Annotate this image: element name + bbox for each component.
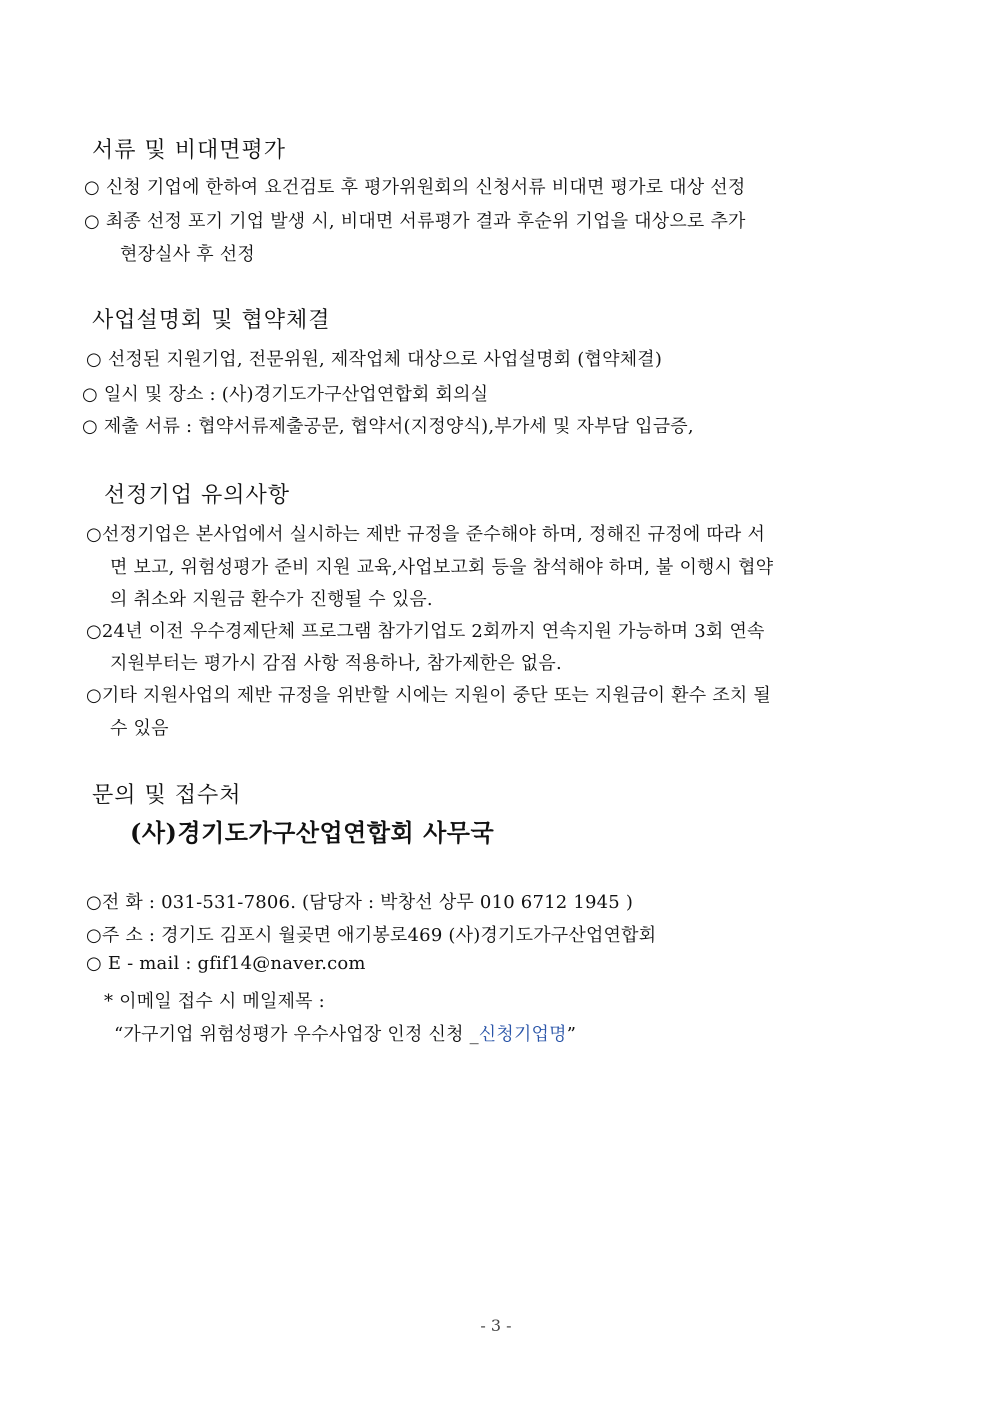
contact-phone: ○전 화 : 031-531-7806. (담당자 : 박창선 상무 010 6712 1945 ) bbox=[86, 892, 634, 913]
notes-line-6: ○기타 지원사업의 제반 규정을 위반할 시에는 지원이 중단 또는 지원금이 환수 조치 될 bbox=[86, 685, 771, 706]
email-subject-prefix: “가구기업 위험성평가 우수사업장 인정 신청 _ bbox=[114, 1024, 479, 1045]
contact-org: (사)경기도가구산업연합회 사무국 bbox=[130, 818, 495, 847]
briefing-line-1: ○ 선정된 지원기업, 전문위원, 제작업체 대상으로 사업설명회 (협약체결) bbox=[86, 349, 663, 370]
briefing-line-2: ○ 일시 및 장소 : (사)경기도가구산업연합회 회의실 bbox=[82, 384, 489, 405]
review-line-2: ○ 최종 선정 포기 기업 발생 시, 비대면 서류평가 결과 후순위 기업을 대상으로 추가 bbox=[84, 211, 746, 232]
briefing-line-3: ○ 제출 서류 : 협약서류제출공문, 협약서(지정양식),부가세 및 자부담 입금증, bbox=[82, 416, 694, 437]
notes-line-1: ○선정기업은 본사업에서 실시하는 제반 규정을 준수해야 하며, 정해진 규정에 따라 서 bbox=[86, 524, 766, 545]
briefing-title: 사업설명회 및 협약체결 bbox=[92, 308, 331, 333]
review-line-3: 현장실사 후 선정 bbox=[120, 244, 255, 265]
email-subject-line bbox=[114, 1020, 576, 1046]
notes-line-3: 의 취소와 지원금 환수가 진행될 수 있음. bbox=[110, 589, 433, 610]
page-number: - 3 - bbox=[480, 1316, 512, 1335]
notes-line-2: 면 보고, 위험성평가 준비 지원 교육,사업보고회 등을 참석해야 하며, 불 이행시 협약 bbox=[110, 557, 774, 578]
notes-line-4: ○24년 이전 우수경제단체 프로그램 참가기업도 2회까지 연속지원 가능하며 3회 연속 bbox=[86, 621, 765, 642]
contact-email: ○ E - mail : gfif14@naver.com bbox=[86, 953, 366, 974]
email-subject-highlight: 신청기업명 bbox=[478, 1024, 567, 1045]
notes-line-7: 수 있음 bbox=[110, 718, 169, 739]
notes-title: 선정기업 유의사항 bbox=[104, 483, 291, 508]
review-title: 서류 및 비대면평가 bbox=[92, 138, 287, 163]
notes-line-5: 지원부터는 평가시 감점 사항 적용하나, 참가제한은 없음. bbox=[110, 653, 562, 674]
email-subject-note: * 이메일 접수 시 메일제목 : bbox=[104, 991, 325, 1012]
contact-address: ○주 소 : 경기도 김포시 월곶면 애기봉로469 (사)경기도가구산업연합회 bbox=[86, 925, 657, 946]
contact-title: 문의 및 접수처 bbox=[92, 783, 242, 808]
review-line-1: ○ 신청 기업에 한하여 요건검토 후 평가위원회의 신청서류 비대면 평가로 대상 선정 bbox=[84, 177, 746, 198]
email-subject-suffix: ” bbox=[566, 1024, 577, 1045]
